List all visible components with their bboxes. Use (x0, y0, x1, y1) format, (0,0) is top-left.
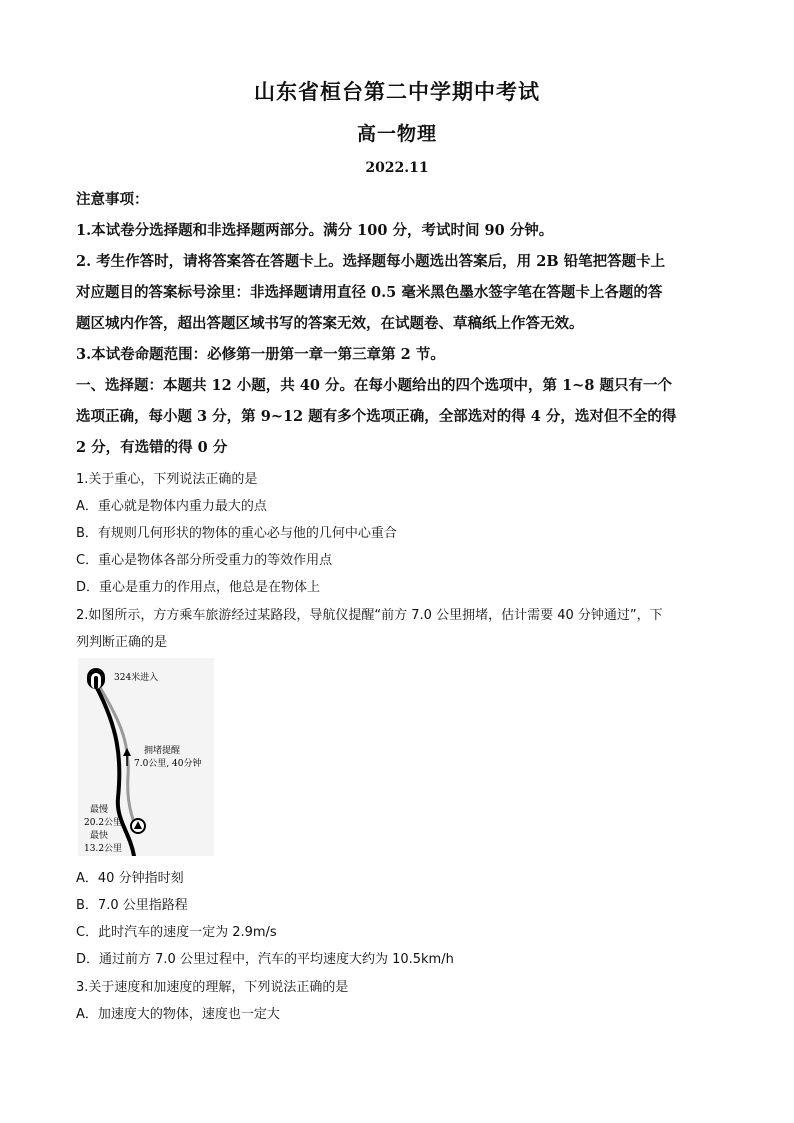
section-instruction: 选项正确，每小题 3 分，第 9~12 题有多个选项正确，全部选对的得 4 分，选对但不全的得 (76, 408, 677, 425)
navigation-arrow-icon (131, 819, 145, 833)
congestion-detail: 7.0公里, 40分钟 (134, 759, 202, 769)
question-2-option-b: B．7.0 公里指路程 (76, 898, 188, 913)
question-1-option-c: C．重心是物体各部分所受重力的等效作用点 (76, 553, 333, 568)
exam-date: 2022.11 (365, 160, 429, 176)
question-2-option-a: A．40 分钟指时刻 (76, 871, 184, 886)
question-3-stem: 3.关于速度和加速度的理解，下列说法正确的是 (76, 980, 349, 995)
congestion-label: 拥堵提醒 (144, 746, 181, 756)
question-1-option-b: B．有规则几何形状的物体的重心必与他的几何中心重合 (76, 526, 397, 541)
notice-line: 对应题目的答案标号涂里：非选择题请用直径 0.5 毫米黑色墨水签字笔在答题卡上各题的答 (76, 284, 663, 301)
notice-line: 题区城内作答，超出答题区域书写的答案无效，在试题卷、草稿纸上作答无效。 (76, 315, 584, 332)
slowest-value: 20.2公里 (84, 818, 123, 828)
question-2-option-d: D．通过前方 7.0 公里过程中，汽车的平均速度大约为 10.5km/h (76, 952, 454, 967)
exam-subtitle: 高一物理 (356, 123, 437, 145)
question-2-option-c: C．此时汽车的速度一定为 2.9m/s (76, 925, 277, 940)
question-1-option-a: A．重心就是物体内重力最大的点 (76, 499, 267, 514)
fastest-value: 13.2公里 (84, 844, 123, 854)
fastest-label: 最快 (90, 831, 109, 841)
notice-line: 2. 考生作答时，请将答案答在答题卡上。选择题每小题选出答案后，用 2B 铅笔把答题卡上 (76, 253, 666, 270)
question-1-stem: 1.关于重心，下列说法正确的是 (76, 472, 258, 487)
question-3-option-a: A．加速度大的物体，速度也一定大 (76, 1007, 280, 1022)
notice-heading: 注意事项： (76, 191, 149, 208)
tunnel-icon (87, 668, 105, 689)
question-2-stem: 2.如图所示，方方乘车旅游经过某路段，导航仪提醒“前方 7.0 公里拥堵，估计需要 40 分钟通过”，下 (76, 608, 663, 623)
section-instruction: 2 分，有选错的得 0 分 (76, 439, 228, 456)
notice-line: 3.本试卷命题范围：必修第一册第一章一第三章第 2 节。 (76, 346, 445, 363)
entry-label: 324米进入 (114, 673, 159, 683)
navigation-figure (78, 658, 214, 856)
section-instruction: 一、选择题：本题共 12 小题，共 40 分。在每小题给出的四个选项中，第 1~8 题只有一个 (76, 377, 672, 394)
question-2-stem: 列判断正确的是 (76, 635, 168, 650)
question-1-option-d: D．重心是重力的作用点，他总是在物体上 (76, 580, 321, 595)
exam-title: 山东省桓台第二中学期中考试 (254, 79, 540, 104)
slowest-label: 最慢 (90, 805, 109, 815)
notice-line: 1.本试卷分选择题和非选择题两部分。满分 100 分，考试时间 90 分钟。 (76, 222, 554, 239)
